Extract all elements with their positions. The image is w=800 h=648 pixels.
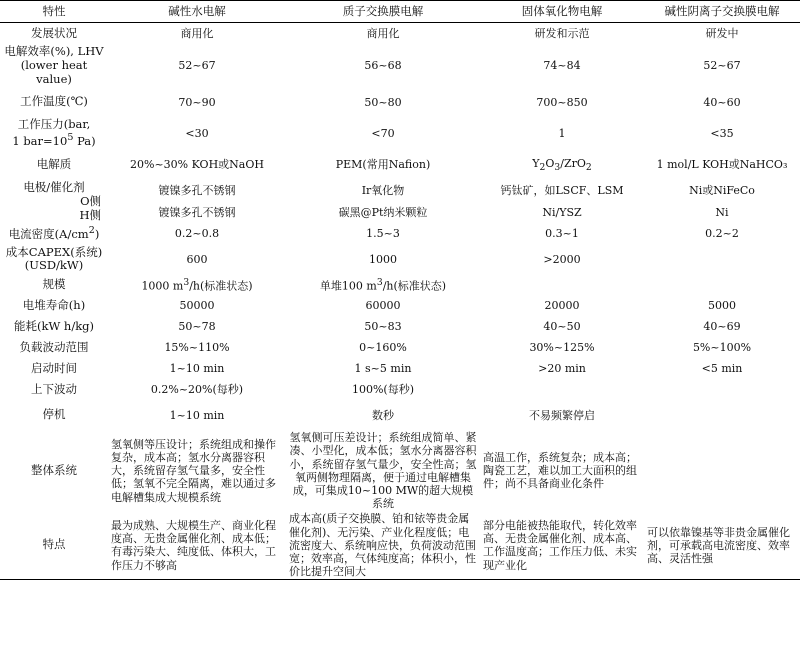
cell-alkaline: <30 (185, 127, 209, 140)
cell-alkaline: 0.2~0.8 (174, 227, 220, 241)
row-label: 规模 (42, 276, 66, 291)
value-part: /h(标准状态) (189, 279, 253, 293)
row-label (0, 223, 108, 244)
cell-pem: 60000 (365, 299, 401, 313)
cell-soec: >20 min (538, 362, 586, 376)
row-pressure (0, 117, 800, 149)
cell-aem: 可以依靠镍基等非贵金属催化剂，可承载高电流密度、效率高、灵活性强 (644, 511, 800, 579)
header-property: 特性 (0, 1, 108, 23)
cell-aem: 40~69 (703, 320, 741, 334)
cell-pem: 1000 (369, 252, 397, 266)
cell-alkaline: 镀镍多孔不锈钢 (158, 205, 236, 219)
label-part: ) (94, 227, 100, 242)
cell-pem: 数秒 (372, 408, 394, 422)
cell-pem: 1.5~3 (366, 227, 400, 241)
row-electrode-h (0, 202, 800, 224)
cell-aem: Ni或NiFeCo (689, 184, 755, 198)
row-label (0, 244, 108, 274)
formula-part: O (545, 156, 555, 170)
cell-alkaline: 商用化 (180, 26, 214, 40)
row-label-line2-suffix: Pa) (73, 134, 96, 149)
cell-soec: 部分电能被热能取代，转化效率高、无贵金属催化剂、成本高、工作温度高；工作压力低、未实现产业化 (480, 511, 644, 579)
cell-aem (644, 400, 800, 430)
cell-aem: Ni (715, 205, 729, 219)
cell-pem: Ir氧化物 (361, 184, 405, 198)
cell-soec (480, 274, 644, 295)
cell-aem: 5%~100% (692, 341, 752, 355)
cell-alkaline: 20%~30% KOH或NaOH (130, 158, 264, 172)
row-label: 特点 (0, 511, 108, 579)
cell-pem: 碳黑@Pt纳米颗粒 (338, 205, 428, 219)
cell-alkaline: 15%~110% (164, 341, 230, 355)
header-row (0, 1, 800, 23)
cell-alkaline: 1~10 min (169, 362, 225, 376)
row-label-line1: 电解效率(%), LHV (4, 44, 104, 58)
cell-alkaline: 50~78 (178, 320, 216, 334)
header-alkaline: 碱性水电解 (108, 1, 286, 23)
row-label: 启动时间 (31, 360, 77, 375)
cell-soec: 不易频繁停启 (529, 408, 595, 422)
cell-soec: 20000 (544, 299, 580, 313)
header-pem: 质子交换膜电解 (286, 1, 480, 23)
cell-alkaline: 镀镍多孔不锈钢 (158, 184, 236, 198)
row-capex (0, 244, 800, 274)
row-label: 工作温度(℃) (20, 94, 88, 109)
cell-alkaline: 0.2%~20%(每秒) (150, 383, 244, 397)
label-part: 电流密度(A/cm (8, 227, 89, 242)
cell-soec: 700~850 (536, 95, 588, 109)
cell-alkaline: 氢氧侧等压设计；系统组成和操作复杂，成本高；氢水分离器容积大，系统留存氢气量多，安全性低；氢氧不完全隔离，难以通过多电解槽集成大规模系统 (111, 437, 276, 504)
row-system (0, 430, 800, 511)
row-current-density (0, 223, 800, 244)
row-lifetime (0, 295, 800, 316)
row-label-line2: (lower heat value) (20, 57, 88, 86)
formula-part: Y (532, 156, 540, 170)
cell-soec (480, 379, 644, 400)
cell-pem: <70 (371, 127, 395, 140)
cell-pem (286, 274, 480, 295)
row-label-line2: (USD/kW) (24, 258, 84, 273)
row-label: 能耗(kW h/kg) (13, 318, 95, 333)
cell-soec: 74~84 (543, 59, 581, 73)
row-temperature (0, 87, 800, 117)
cell-soec: 30%~125% (529, 341, 595, 355)
cell-soec: Ni/YSZ (542, 205, 582, 219)
row-label: 停机 (42, 407, 66, 422)
row-label-line1: 工作压力(bar, (17, 117, 91, 132)
cell-soec: 高温工作，系统复杂；成本高；陶瓷工艺，难以加工大面积的组件；尚不具备商业化条件 (483, 451, 637, 491)
row-label-line1: 成本CAPEX(系统) (5, 244, 103, 259)
value-part: /h(标准状态) (382, 279, 447, 293)
cell-alkaline: 70~90 (178, 95, 216, 109)
row-efficiency (0, 44, 800, 87)
cell-aem (644, 430, 800, 511)
cell-alkaline: 52~67 (178, 59, 216, 73)
formula-part: /ZrO (560, 156, 586, 170)
row-label: 上下波动 (31, 381, 77, 396)
cell-soec: 研发和示范 (534, 26, 590, 40)
cell-aem: 52~67 (703, 59, 741, 73)
cell-soec: 40~50 (543, 320, 581, 334)
cell-aem (644, 274, 800, 295)
cell-aem (644, 244, 800, 274)
row-energy (0, 316, 800, 337)
row-label: 发展状况 (31, 25, 77, 40)
cell-pem: PEM(常用Nafion) (335, 158, 431, 172)
cell-pem: 50~83 (364, 320, 402, 334)
cell-pem: 氢氧侧可压差设计；系统组成简单、紧凑、小型化，成本低；氢水分离器容积小，系统留存氢气量少，安全性高；氢氧两侧物理隔离，便于通过电解槽集成，可集成10~100 MW的超大规模系统 (289, 431, 477, 511)
header-aem: 碱性阴离子交换膜电解 (644, 1, 800, 23)
row-label-line2-sup: 5 (67, 132, 74, 144)
value-sup: 3 (183, 276, 190, 288)
cell-soec: 1 (558, 127, 566, 140)
row-label: 电堆寿命(h) (22, 297, 86, 312)
cell-soec: 0.3~1 (545, 227, 579, 241)
label-sup: 2 (88, 225, 95, 237)
cell-soec (480, 150, 644, 180)
electrode-side-h: H侧 (79, 207, 101, 222)
formula-sub: 3 (554, 161, 561, 173)
cell-alkaline: 600 (186, 252, 208, 266)
row-shutdown (0, 400, 800, 430)
row-label: 整体系统 (31, 462, 77, 477)
row-features (0, 511, 800, 579)
row-scale (0, 274, 800, 295)
cell-aem: 5000 (708, 299, 736, 313)
cell-aem: <35 (710, 127, 734, 140)
cell-aem: 研发中 (705, 26, 739, 40)
cell-pem: 50~80 (364, 95, 402, 109)
formula-sub: 2 (539, 161, 546, 173)
row-label-line2-prefix: 1 bar=10 (12, 134, 68, 149)
cell-pem: 0~160% (359, 341, 407, 355)
cell-pem: 100%(每秒) (351, 383, 415, 397)
cell-aem: 1 mol/L KOH或NaHCO₃ (656, 158, 788, 172)
value-part: 单堆100 m (319, 279, 377, 293)
cell-aem: 0.2~2 (705, 227, 739, 241)
row-startup (0, 358, 800, 379)
cell-soec: 钙钛矿，如LSCF、LSM (500, 184, 624, 198)
formula-sub: 2 (585, 161, 592, 173)
electrode-label: 电极/催化剂 (23, 179, 85, 194)
cell-alkaline: 50000 (179, 299, 215, 313)
cell-pem: 1 s~5 min (354, 362, 412, 376)
row-electrode-o (0, 180, 800, 202)
row-label: 电解质 (36, 156, 72, 171)
row-fluctuation (0, 379, 800, 400)
cell-aem: 40~60 (703, 95, 741, 109)
value-sup: 3 (376, 276, 383, 288)
cell-soec: >2000 (543, 252, 581, 266)
cell-pem: 商用化 (366, 26, 400, 40)
row-label (0, 117, 108, 149)
cell-pem: 56~68 (364, 59, 402, 73)
row-label-electrode (0, 180, 108, 223)
row-electrolyte (0, 150, 800, 180)
cell-pem: 成本高(质子交换膜、铂和铱等贵金属催化剂)、无污染、产业化程度低；电流密度大、系统响应快，负荷波动范围宽；效率高，气体纯度高；体积小，性价比提升空间大 (286, 511, 480, 579)
row-development (0, 23, 800, 45)
electrode-side-o: O侧 (80, 193, 101, 208)
header-soec: 固体氧化物电解 (480, 1, 644, 23)
row-load-range (0, 337, 800, 358)
value-part: 1000 m (141, 279, 184, 293)
cell-alkaline (108, 274, 286, 295)
cell-aem: <5 min (701, 362, 743, 376)
cell-alkaline: 1~10 min (169, 408, 225, 422)
row-label: 负载波动范围 (19, 339, 89, 354)
cell-alkaline: 最为成熟、大规模生产、商业化程度高、无贵金属催化剂、成本低；有毒污染大、纯度低、体积大，工作压力不够高 (108, 511, 286, 579)
row-label (0, 44, 108, 87)
cell-aem (644, 379, 800, 400)
